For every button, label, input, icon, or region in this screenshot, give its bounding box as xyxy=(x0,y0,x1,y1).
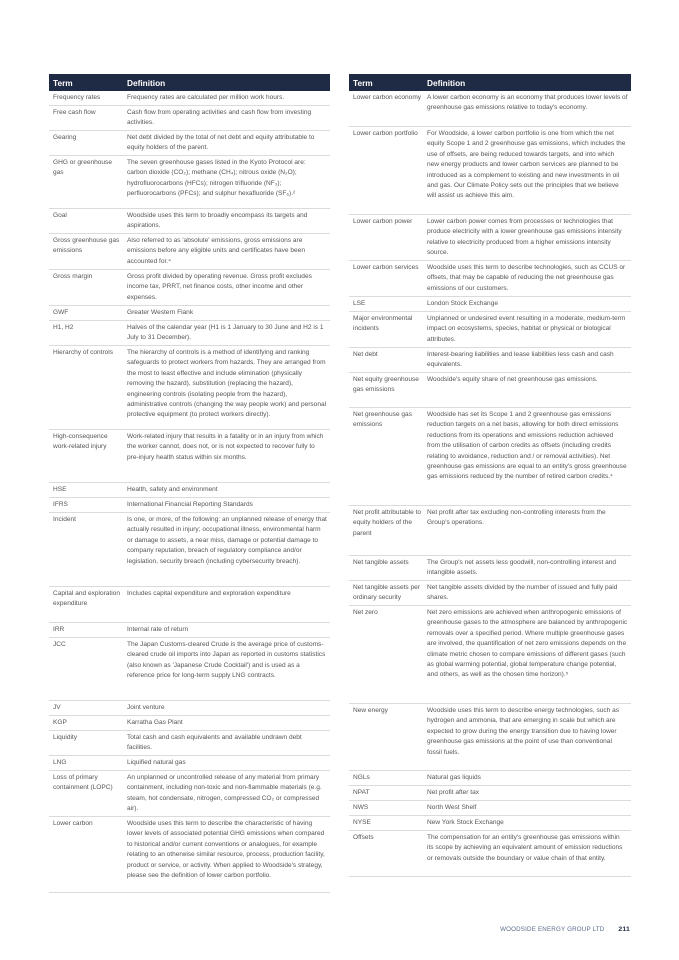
definition-cell: Liquified natural gas xyxy=(127,759,186,766)
table-header xyxy=(49,74,330,91)
company-name: WOODSIDE ENERGY GROUP LTD xyxy=(500,926,605,933)
term-cell: IFRS xyxy=(53,501,68,508)
definition-cell: Lower carbon power comes from processes or technologies that produce electricity with a lower greenhouse gas emissions intensity relative to electricity produced from a higher emissions intensity source. xyxy=(427,218,622,257)
page-number: 211 xyxy=(618,926,630,933)
definition-cell: Woodside uses this term to describe the characteristic of having lower levels of associated potential GHG emissions when compared to historical and/or current conventions or analogues, for example relating to an otherwise similar resource, process, production facility, product or service, or activity. When applied to Woodside's strategy, please see the definition of lower carbon portfolio. xyxy=(127,820,325,880)
definition-cell: Work-related injury that results in a fatality or in an injury from which the worker cannot, does not, or is not expected to recover fully to pre-injury health status within six months. xyxy=(127,433,324,461)
table-row xyxy=(49,106,330,131)
definition-cell: Includes capital expenditure and exploration expenditure xyxy=(127,590,291,597)
definition-cell: The seven greenhouse gases listed in the Kyoto Protocol are: carbon dioxide (CO₂); methane (CH₄); nitrous oxide (N₂O); hydrofluorocarbons (HFCs); nitrogen trifluoride (NF₃); perfluorocarbons (PFCs); and sulphur hexafluoride (SF₆).² xyxy=(127,159,306,198)
term-cell: LSE xyxy=(353,300,366,307)
term-cell: JV xyxy=(53,704,61,711)
term-cell: NPAT xyxy=(353,789,370,796)
term-cell: HSE xyxy=(53,486,67,493)
term-cell: H1, H2 xyxy=(53,324,74,331)
definition-column-header: Definition xyxy=(127,77,166,88)
table-row xyxy=(49,587,330,623)
term-cell: NYSE xyxy=(353,819,371,826)
page-footer xyxy=(500,926,630,933)
term-cell: Net equity greenhouse gas emissions xyxy=(353,376,419,394)
definition-cell: Joint venture xyxy=(127,704,165,711)
definition-cell: Karratha Gas Plant xyxy=(127,719,183,726)
table-row xyxy=(49,756,330,771)
definition-cell: Net profit after tax excluding non-controlling interests from the Group's operations. xyxy=(427,509,606,527)
term-cell: Lower carbon economy xyxy=(353,94,422,101)
table-row xyxy=(49,623,330,638)
definition-cell: Woodside's equity share of net greenhouse gas emissions. xyxy=(427,376,598,383)
definition-cell: The hierarchy of controls is a method of identifying and ranking safeguards to protect workers from hazards. They are arranged from the most to least effective and include elimination (physically removing the hazard), substitution (replacing the hazard), engineering controls (isolating people from the hazard), administrative controls (changing the way people work) and personal protective equipment (to protect workers directly). xyxy=(127,349,327,419)
definition-cell: Woodside uses this term to describe technologies, such as CCUS or offsets, that may be capable of reducing the net greenhouse gas emissions of our customers. xyxy=(427,264,626,292)
table-row xyxy=(49,483,330,498)
table-body xyxy=(49,91,330,893)
definition-cell: Unplanned or undesired event resulting in a moderate, medium-term impact on ecosystems, species, habitat or physical or biological attributes. xyxy=(427,315,626,343)
definition-cell: Frequency rates are calculated per million work hours. xyxy=(127,94,285,101)
definition-cell: Also referred to as 'absolute' emissions, gross emissions are emissions before any eligible units and certificates have been accounted for.⁴ xyxy=(127,237,305,265)
term-cell: Frequency rates xyxy=(53,94,101,101)
term-cell: Lower carbon services xyxy=(353,264,419,271)
table-row xyxy=(49,346,330,430)
definition-cell: The Group's net assets less goodwill, non-controlling interest and intangible assets. xyxy=(427,559,617,577)
term-cell: LNG xyxy=(53,759,67,766)
table-row xyxy=(349,704,631,771)
term-cell: Net zero xyxy=(353,609,378,616)
table-row xyxy=(49,270,330,306)
term-cell: Loss of primary containment (LOPC) xyxy=(53,774,113,792)
term-cell: Gross greenhouse gas emissions xyxy=(53,237,120,255)
definition-cell: International Financial Reporting Standards xyxy=(127,501,253,508)
table-row xyxy=(49,234,330,270)
table-row xyxy=(49,156,330,209)
term-column-header: Term xyxy=(53,77,73,88)
term-cell: Net greenhouse gas emissions xyxy=(353,411,412,429)
definition-cell: Woodside uses this term to broadly encompass its targets and aspirations. xyxy=(127,212,308,230)
term-cell: Gearing xyxy=(53,134,77,141)
term-cell: Major environmental incidents xyxy=(353,315,413,333)
term-cell: New energy xyxy=(353,707,388,714)
term-column-header: Term xyxy=(353,77,373,88)
definition-cell: Total cash and cash equivalents and available undrawn debt facilities. xyxy=(127,734,302,752)
term-cell: Net profit attributable to equity holders of the parent xyxy=(353,509,422,537)
table-row xyxy=(349,408,631,506)
definition-cell: North West Shelf xyxy=(427,804,477,811)
definition-cell: The Japan Customs-cleared Crude is the average price of customs-cleared crude oil imports into Japan as reported in customs statistics (also known as 'Japanese Crude Cocktail') and is used as a reference price for long-term supply LNG contracts. xyxy=(127,641,326,680)
table-row xyxy=(49,716,330,731)
term-cell: Net debt xyxy=(353,351,378,358)
definition-column-header: Definition xyxy=(427,77,466,88)
definition-cell: Halves of the calendar year (H1 is 1 January to 30 June and H2 is 1 July to 31 December). xyxy=(127,324,324,342)
definition-cell: Net profit after tax xyxy=(427,789,480,796)
term-cell: Hierarchy of controls xyxy=(53,349,114,356)
term-cell: Goal xyxy=(53,212,67,219)
term-cell: Gross margin xyxy=(53,273,93,280)
table-row xyxy=(49,321,330,346)
table-row xyxy=(349,786,631,801)
term-cell: KGP xyxy=(53,719,67,726)
table-row xyxy=(49,638,330,701)
table-row xyxy=(49,131,330,156)
table-row xyxy=(49,209,330,234)
table-row xyxy=(49,430,330,483)
table-row xyxy=(349,312,631,348)
table-row xyxy=(349,556,631,581)
table-row xyxy=(349,215,631,261)
table-row xyxy=(49,306,330,321)
table-row xyxy=(49,513,330,587)
definition-cell: New York Stock Exchange xyxy=(427,819,504,826)
table-row xyxy=(349,506,631,556)
table-row xyxy=(49,771,330,817)
term-cell: Lower carbon portfolio xyxy=(353,130,418,137)
definition-cell: Is one, or more, of the following: an unplanned release of energy that actually resulted in injury; occupational illness, environmental harm or damage to assets, a near miss, damage or potential damage to company reputation, breach of regulatory compliance and/or legislation, security breach (including cybersecurity breach). xyxy=(127,516,327,565)
table-row xyxy=(349,348,631,373)
definition-cell: London Stock Exchange xyxy=(427,300,498,307)
table-row xyxy=(349,606,631,704)
table-row xyxy=(349,127,631,215)
table-row xyxy=(49,731,330,756)
table-header xyxy=(349,74,631,91)
term-cell: Lower carbon xyxy=(53,820,93,827)
definition-cell: Woodside has set its Scope 1 and 2 greenhouse gas emissions reduction targets on a net basis, allowing for both direct emissions reductions from its operations and emissions reduction achieved from the utilisation of carbon credits as offsets (including credits relating to avoidance, reduction and / or removal activities). Net greenhouse gas emissions are equal to an entity's gross greenhouse gas emissions reduced by the number of retired carbon credits.⁴ xyxy=(427,411,627,481)
definition-cell: The compensation for an entity's greenhouse gas emissions within its scope by achieving an equivalent amount of emission reductions or removals outside the boundary or value chain of that entity. xyxy=(427,834,623,862)
term-cell: NWS xyxy=(353,804,369,811)
term-cell: Offsets xyxy=(353,834,374,841)
definition-cell: Woodside uses this term to describe energy technologies, such as hydrogen and ammonia, that are emerging in scale but which are expected to grow during the energy transition due to having lower greenhouse gas emissions at the point of use than conventional fossil fuels. xyxy=(427,707,620,756)
term-cell: GWF xyxy=(53,309,69,316)
term-cell: Free cash flow xyxy=(53,109,96,116)
table-row xyxy=(349,801,631,816)
definition-cell: Natural gas liquids xyxy=(427,774,481,781)
definition-cell: For Woodside, a lower carbon portfolio is one from which the net equity Scope 1 and 2 greenhouse gas emissions, which includes the use of offsets, are being reduced towards targets, and into which new energy products and lower carbon services are planned to be introduced as a complement to existing and new investments in oil and gas. Our Climate Policy sets out the principles that we believe will assist us achieve this aim. xyxy=(427,130,626,200)
table-row xyxy=(349,581,631,606)
table-row xyxy=(349,91,631,127)
definition-cell: Cash flow from operating activities and cash flow from investing activities. xyxy=(127,109,312,127)
table-row xyxy=(349,816,631,831)
term-cell: IRR xyxy=(53,626,65,633)
definition-cell: Health, safety and environment xyxy=(127,486,218,493)
table-row xyxy=(49,817,330,893)
table-row xyxy=(49,498,330,513)
term-cell: Net tangible assets xyxy=(353,559,409,566)
glossary-table-right xyxy=(349,74,631,877)
term-cell: High-consequence work-related injury xyxy=(53,433,108,451)
term-cell: NGLs xyxy=(353,774,370,781)
table-row xyxy=(349,831,631,877)
definition-cell: Gross profit divided by operating revenue. Gross profit excludes income tax, PRRT, net finance costs, other income and other expenses. xyxy=(127,273,312,301)
table-body xyxy=(349,91,631,877)
term-cell: Lower carbon power xyxy=(353,218,413,225)
definition-cell: A lower carbon economy is an economy that produces lower levels of greenhouse gas emissions relative to today's economy. xyxy=(427,94,628,112)
term-cell: Net tangible assets per ordinary security xyxy=(353,584,420,602)
table-row xyxy=(49,701,330,716)
glossary-table-left xyxy=(49,74,330,893)
table-row xyxy=(349,771,631,786)
table-row xyxy=(49,91,330,106)
definition-cell: Net debt divided by the total of net debt and equity attributable to equity holders of the parent. xyxy=(127,134,315,152)
table-row xyxy=(349,261,631,297)
definition-cell: Internal rate of return xyxy=(127,626,189,633)
definition-cell: Net tangible assets divided by the number of issued and fully paid shares. xyxy=(427,584,618,602)
term-cell: GHG or greenhouse gas xyxy=(53,159,112,177)
term-cell: Capital and exploration expenditure xyxy=(53,590,120,608)
term-cell: Liquidity xyxy=(53,734,78,741)
term-cell: Incident xyxy=(53,516,76,523)
definition-cell: An unplanned or uncontrolled release of any material from primary containment, including non-toxic and non-flammable materials (e.g. steam, hot condensate, nitrogen, compressed CO₂ or compressed air). xyxy=(127,774,322,813)
definition-cell: Greater Western Flank xyxy=(127,309,194,316)
term-cell: JCC xyxy=(53,641,66,648)
table-row xyxy=(349,297,631,312)
table-row xyxy=(349,373,631,408)
definition-cell: Interest-bearing liabilities and lease liabilities less cash and cash equivalents. xyxy=(427,351,614,369)
definition-cell: Net zero emissions are achieved when anthropogenic emissions of greenhouse gases to the atmosphere are balanced by anthropogenic removals over a specified period. Where multiple greenhouse gases are involved, the quantification of net zero emissions depends on the climate metric chosen to compare emissions of different gases (such as global warming potential, global temperature change potential, and others, as well as the chosen time horizon).⁵ xyxy=(427,609,628,679)
